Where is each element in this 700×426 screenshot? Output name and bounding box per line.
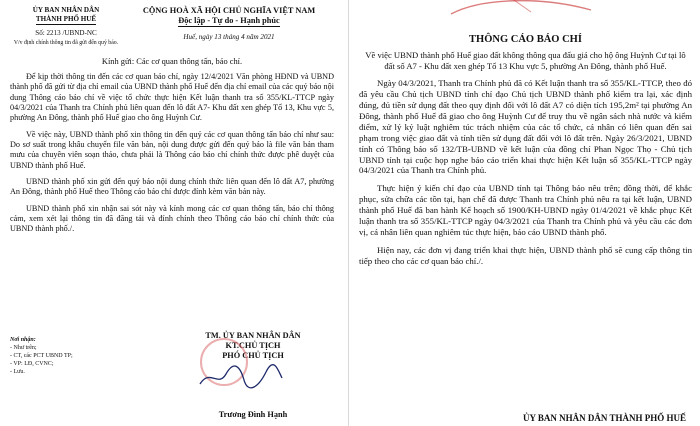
press-paragraph-1: Ngày 04/3/2021, Thanh tra Chính phủ đã có Kết luận thanh tra số 355/KL-TTCP, theo đó đã yêu cầu Chủ tịch UBND tỉnh chỉ đạo Chủ tịch UBND thành phố kiểm tra lại, xác định đúng, đủ tiền sử dụng đất theo quy định đối với lô đất A7 có diện tích 195,2m² tại phường An Đông, thành phố Huế đã giao cho ông Huỳnh Cư để truy thu về ngân sách nhà nước và kiểm điểm, xử lý kỷ luật nghiêm túc trách nhiệm của các tổ chức, cá nhân có liên quan đến sai phạm trong việc giao đất và tính tiền sử dụng đất đối với lô đất trên. Ngày 26/3/2021, UBND tỉnh có Thông báo số 132/TB-UBND về kết luận của đồng chí Phan Ngọc Thọ - Chủ tịch UBND tỉnh tại cuộc họp nghe báo cáo triển khai thực hiện Kết luận số 355/KL-TTCP ngày 04/3/2021 của Thanh tra Chính phủ. (359, 78, 692, 176)
national-motto: Độc lập - Tự do - Hạnh phúc (178, 16, 280, 25)
national-header-block (124, 6, 334, 47)
document-subject: V/v định chính thông tin đã gửi đến quý báo. (13, 40, 119, 46)
document-date: Huế, ngày 13 tháng 4 năm 2021 (183, 33, 275, 41)
letter-paragraph-1: Để kịp thời thông tin đến các cơ quan báo chí, ngày 12/4/2021 Văn phòng HĐND và UBND thành phố đã gửi từ địa chỉ email của UBND thành phố Huế đến địa chỉ email của các quý báo nội dung Thông cáo báo chí về việc tổ chức thực hiện Kết luận thanh tra số 355/KL-TTCP ngày 04/3/2021 của Thanh tra Chính phủ liên quan đến lô đất A7- Khu đất xen ghép Tổ 13, Khu vực 5, phường An Đông, thành phố Huế giao cho ông Huỳnh Cư. (10, 72, 334, 123)
addressee: Kính gửi: Các cơ quan thông tấn, báo chí. (101, 57, 243, 66)
press-release-footer: ỦY BAN NHÂN DÂN THÀNH PHỐ HUẾ (522, 413, 686, 423)
letter-paragraph-3: UBND thành phố xin gửi đến quý báo nội dung chính thức liên quan đến lô đất A7, phường An Đông, thành phố Huế theo Thông cáo báo chí được đính kèm văn bản này. (10, 177, 334, 197)
recipient-item: - Như trên; (10, 345, 37, 351)
press-paragraph-3: Hiện nay, các đơn vị đang triển khai thực hiện, UBND thành phố sẽ cung cấp thông tin tiếp theo cho các cơ quan báo chí./. (359, 244, 692, 266)
sign-line-2: KT.CHỦ TỊCH (225, 341, 281, 350)
issuing-agency-block (10, 6, 122, 47)
agency-name-line2: THÀNH PHỐ HUẾ (35, 15, 97, 23)
letter-paragraph-4: UBND thành phố xin nhận sai sót này và kính mong các cơ quan thông tấn, báo chí thông cảm, xem xét lại thông tin đã đăng tải và đính chính theo Thông cáo báo chí chính thức của UBND thành phố./. (10, 203, 334, 234)
handwritten-signature (196, 362, 286, 392)
recipient-item: - VP: LĐ, CVNC; (10, 361, 54, 367)
national-title: CỘNG HOÀ XÃ HỘI CHỦ NGHĨA VIỆT NAM (142, 6, 316, 15)
document-number: Số: 2213 /UBND-NC (35, 29, 97, 37)
recipient-item: - CT, các PCT UBND TP; (10, 353, 73, 359)
press-release-title: THÔNG CÁO BÁO CHÍ (469, 34, 582, 45)
press-release-subject: Về việc UBND thành phố Huế giao đất không thông qua đấu giá cho hộ ông Huỳnh Cư tại lô đất số A7 - Khu đất xen ghép Tổ 13 Khu vực 5, phường An Đông, thành phố Huế. (365, 50, 686, 71)
press-paragraph-2: Thực hiện ý kiến chỉ đạo của UBND tỉnh tại Thông báo nêu trên; đồng thời, để khắc phục, sửa chữa các tồn tại, hạn chế đã được Thanh tra Chính phủ nêu ra tại kết luận, UBND thành phố Huế đã ban hành Kế hoạch số 1900/KH-UBND ngày 01/4/2021 về khắc phục Kết luận thanh tra số 355/KL-TTCP ngày 04/3/2021 của Thanh tra Chính phủ và yêu cầu các đơn vị, cá nhân liên quan nghiêm túc thực hiện, báo cáo UBND thành phố. (359, 183, 692, 237)
signer-name: Trương Đình Hạnh (218, 410, 288, 419)
sign-line-1: TM. ỦY BAN NHÂN DÂN (205, 331, 301, 340)
recipient-item: - Lưu. (10, 369, 25, 375)
letter-paragraph-2: Về việc này, UBND thành phố xin thông tin đến quý các cơ quan thông tấn báo chí như sau: Do sơ suất trong khâu chuyển file văn bản, nội dung được gửi đến quý báo là file văn bản tham mưu của chuyên viên soạn thảo, chưa phải là Thông cáo báo chí chính thức được phê duyệt của UBND thành phố Huế. (10, 129, 334, 170)
letter-header (10, 6, 334, 47)
agency-name-line1: ỦY BAN NHÂN DÂN (32, 6, 100, 14)
recipients-title: Nơi nhận: (10, 337, 36, 343)
recipients-list (10, 336, 110, 376)
sign-line-3: PHÓ CHỦ TỊCH (222, 351, 284, 360)
red-stamp-mark (361, 0, 661, 20)
press-release-page (348, 0, 700, 426)
official-letter-page (0, 0, 344, 426)
